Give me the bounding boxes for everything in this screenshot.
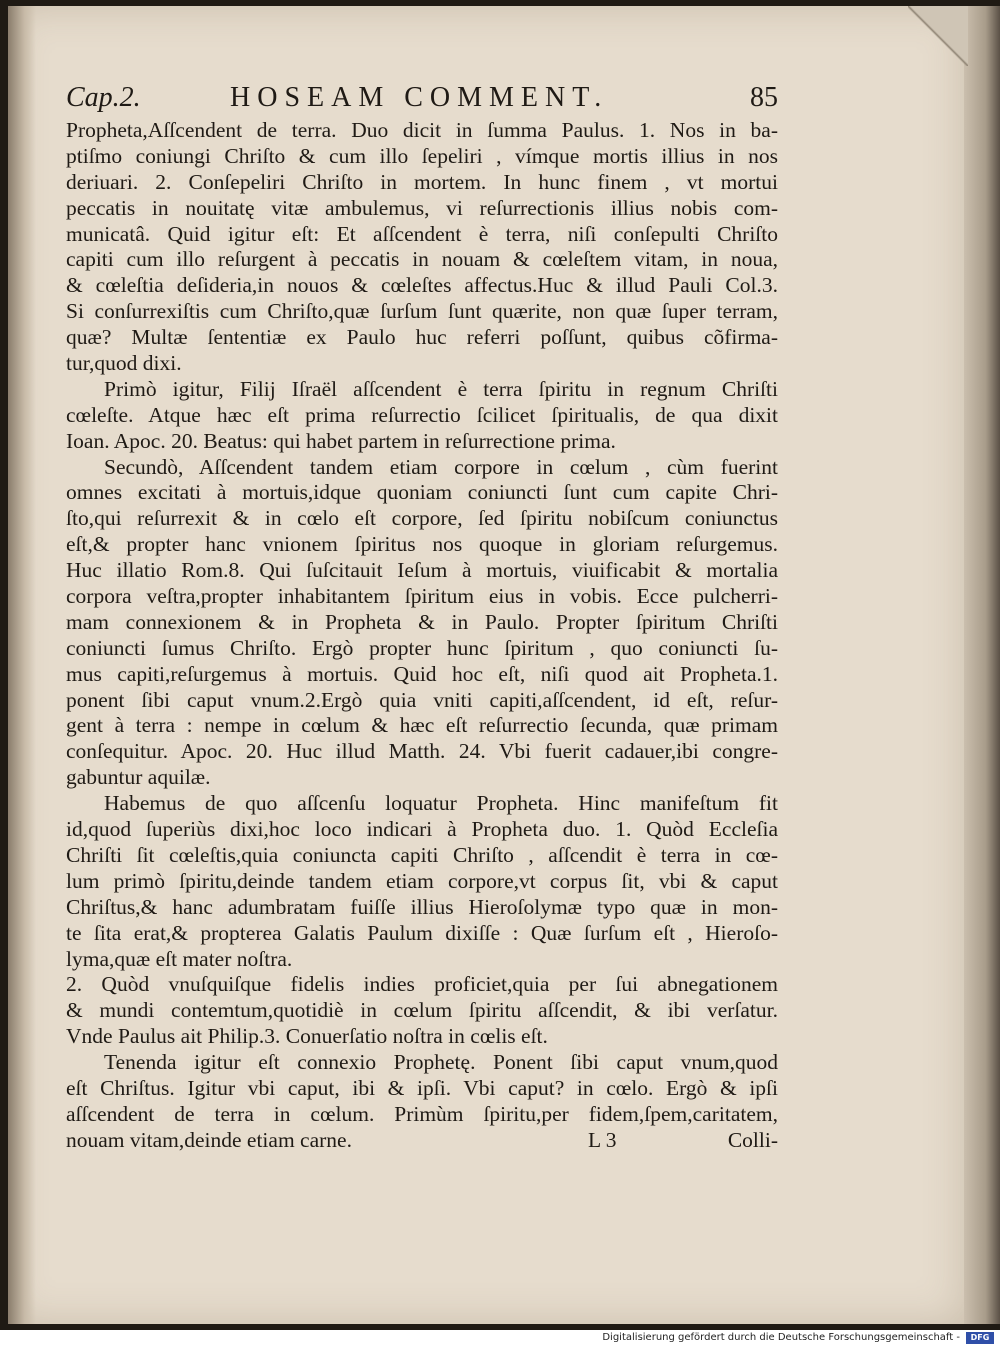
- text-line: mam connexionem & in Propheta & in Paulo. Propter ſpiritum Chriſti: [66, 609, 778, 634]
- text-line: ſto,qui reſurrexit & in cœlo eſt corpore, ſed ſpiritu nobiſcum coniunctus: [66, 506, 778, 531]
- page-edge: [964, 6, 1000, 1324]
- text-line: Si conſurrexiſtis cum Chriſto,quæ ſurſum ſunt quærite, non quæ ſuper terram,: [66, 299, 778, 324]
- text-line: tur,quod dixi.: [66, 351, 182, 376]
- chapter-label: Cap.2.: [66, 82, 141, 113]
- text-line: deriuari. 2. Conſepeliri Chriſto in mortem. In hunc finem , vt mortui: [66, 169, 778, 194]
- text-line: ptiſmo coniungi Chriſto & cum illo ſepeliri , vímque mortis illius in nos: [66, 143, 778, 168]
- text-line: lum primò ſpiritu,deinde tandem etiam corpore,vt corpus ſit, vbi & caput: [66, 868, 778, 893]
- text-line: omnes excitati à mortuis,idque quoniam coniuncti ſunt cum capite Chri-: [66, 480, 778, 505]
- running-head: [66, 82, 778, 118]
- text-line: aſſcendent de terra in cœlum. Primùm ſpiritu,per fidem,ſpem,caritatem,: [66, 1101, 778, 1126]
- dfg-logo: DFG: [966, 1332, 994, 1344]
- text-line: Chriſtus,& hanc adumbratam fuiſſe illius Hieroſolymæ typo quæ in mon-: [66, 894, 778, 919]
- text-line: corpora veſtra,propter inhabitantem ſpiritum eius in vobis. Ecce pulcherri-: [66, 584, 778, 609]
- text-line: eſt,& propter hanc vnionem ſpiritus nos quoque in gloriam reſurgemus.: [66, 532, 778, 557]
- text-line: Ioan. Apoc. 20. Beatus: qui habet partem in reſurrectione prima.: [66, 428, 616, 453]
- signature-mark: L 3: [588, 1127, 617, 1152]
- final-line-text: nouam vitam,deinde etiam carne.: [66, 1127, 352, 1152]
- page-gutter: [8, 6, 36, 1324]
- text-line: 2. Quòd vnuſquiſque fidelis indies proficiet,quia per ſui abnegationem: [66, 972, 778, 997]
- text-line: mus capiti,reſurgemus à mortuis. Quid hoc eſt, niſi quod ait Propheta.1.: [66, 661, 778, 686]
- text-line: coniuncti ſumus Chriſto. Ergò propter hunc ſpiritum , quo coniuncti ſu-: [66, 635, 778, 660]
- text-line: id,quod ſuperiùs dixi,hoc loco indicari à Propheta duo. 1. Quòd Eccleſia: [66, 817, 778, 842]
- catchword: Colli-: [727, 1127, 778, 1152]
- text-line: & cœleſtia deſideria,in nouos & cœleſtes affectus.Huc & illud Pauli Col.3.: [66, 273, 778, 298]
- text-line: quæ? Multæ ſententiæ ex Paulo huc referri poſſunt, quibus cõfirma-: [66, 325, 778, 350]
- text-line: Primò igitur, Filij Iſraël aſſcendent è terra ſpiritu in regnum Chriſti: [104, 376, 778, 401]
- text-line: cœleſte. Atque hæc eſt prima reſurrectio ſcilicet ſpiritualis, de qua dixit: [66, 402, 778, 427]
- text-line: Huc illatio Rom.8. Qui ſuſcitauit Ieſum à mortuis, viuificabit & mortalia: [66, 558, 778, 583]
- running-title: HOSEAM COMMENT.: [230, 82, 609, 113]
- text-line: conſequitur. Apoc. 20. Huc illud Matth. 24. Vbi fuerit cadauer,ibi congre-: [66, 739, 778, 764]
- text-line: lyma,quæ eſt mater noſtra.: [66, 946, 293, 971]
- body-text: [66, 118, 778, 1128]
- text-line: municatâ. Quid igitur eſt: Et aſſcendent è terra, niſi conſepulti Chriſto: [66, 221, 778, 246]
- text-line: peccatis in nouitatę vitæ ambulemus, vi reſurrectionis illius nobis com-: [66, 195, 778, 220]
- text-line: gabuntur aquilæ.: [66, 765, 211, 790]
- text-block: [66, 82, 778, 1154]
- text-line: Tenenda igitur eſt connexio Prophetę. Ponent ſibi caput vnum,quod: [104, 1050, 778, 1075]
- text-line: te ſita erat,& propterea Galatis Paulum dixiſſe : Quæ ſurſum eſt , Hieroſo-: [66, 920, 778, 945]
- text-line: Vnde Paulus ait Philip.3. Conuerſatio noſtra in cœlis eſt.: [66, 1024, 548, 1049]
- text-line: Habemus de quo aſſcenſu loquatur Propheta. Hinc manifeſtum fit: [104, 791, 778, 816]
- folded-corner: [908, 6, 968, 66]
- text-line: ponent ſibi caput vnum.2.Ergò quia vniti capiti,aſſcendent, id eſt, reſur-: [66, 687, 778, 712]
- text-line: eſt Chriſtus. Igitur vbi caput, ibi & ipſi. Vbi caput? in cœlo. Ergò & ipſi: [66, 1075, 778, 1100]
- footer-credit: Digitalisierung gefördert durch die Deutsche Forschungsgemeinschaft -: [602, 1332, 960, 1343]
- text-line: Secundò, Aſſcendent tandem etiam corpore in cœlum , cùm fuerint: [104, 454, 778, 479]
- text-line: & mundi contemtum,quotidiè in cœlum ſpiritu aſſcendit, & ibi verſatur.: [66, 998, 778, 1023]
- text-line: capiti cum illo reſurgent à peccatis in nouam & cœleſtem vitam, in noua,: [66, 247, 778, 272]
- digitization-footer: [0, 1330, 1000, 1346]
- text-line: gent à terra : nempe in cœlum & hæc eſt reſurrectio ſecunda, quæ primam: [66, 713, 778, 738]
- page-number: 85: [750, 82, 778, 113]
- text-line: Chriſti ſit cœleſtis,quia coniuncta capiti Chriſto , aſſcendit è terra in cœ-: [66, 842, 778, 867]
- text-line: Propheta,Aſſcendent de terra. Duo dicit in ſumma Paulus. 1. Nos in ba-: [66, 118, 778, 142]
- final-line: [66, 1128, 778, 1154]
